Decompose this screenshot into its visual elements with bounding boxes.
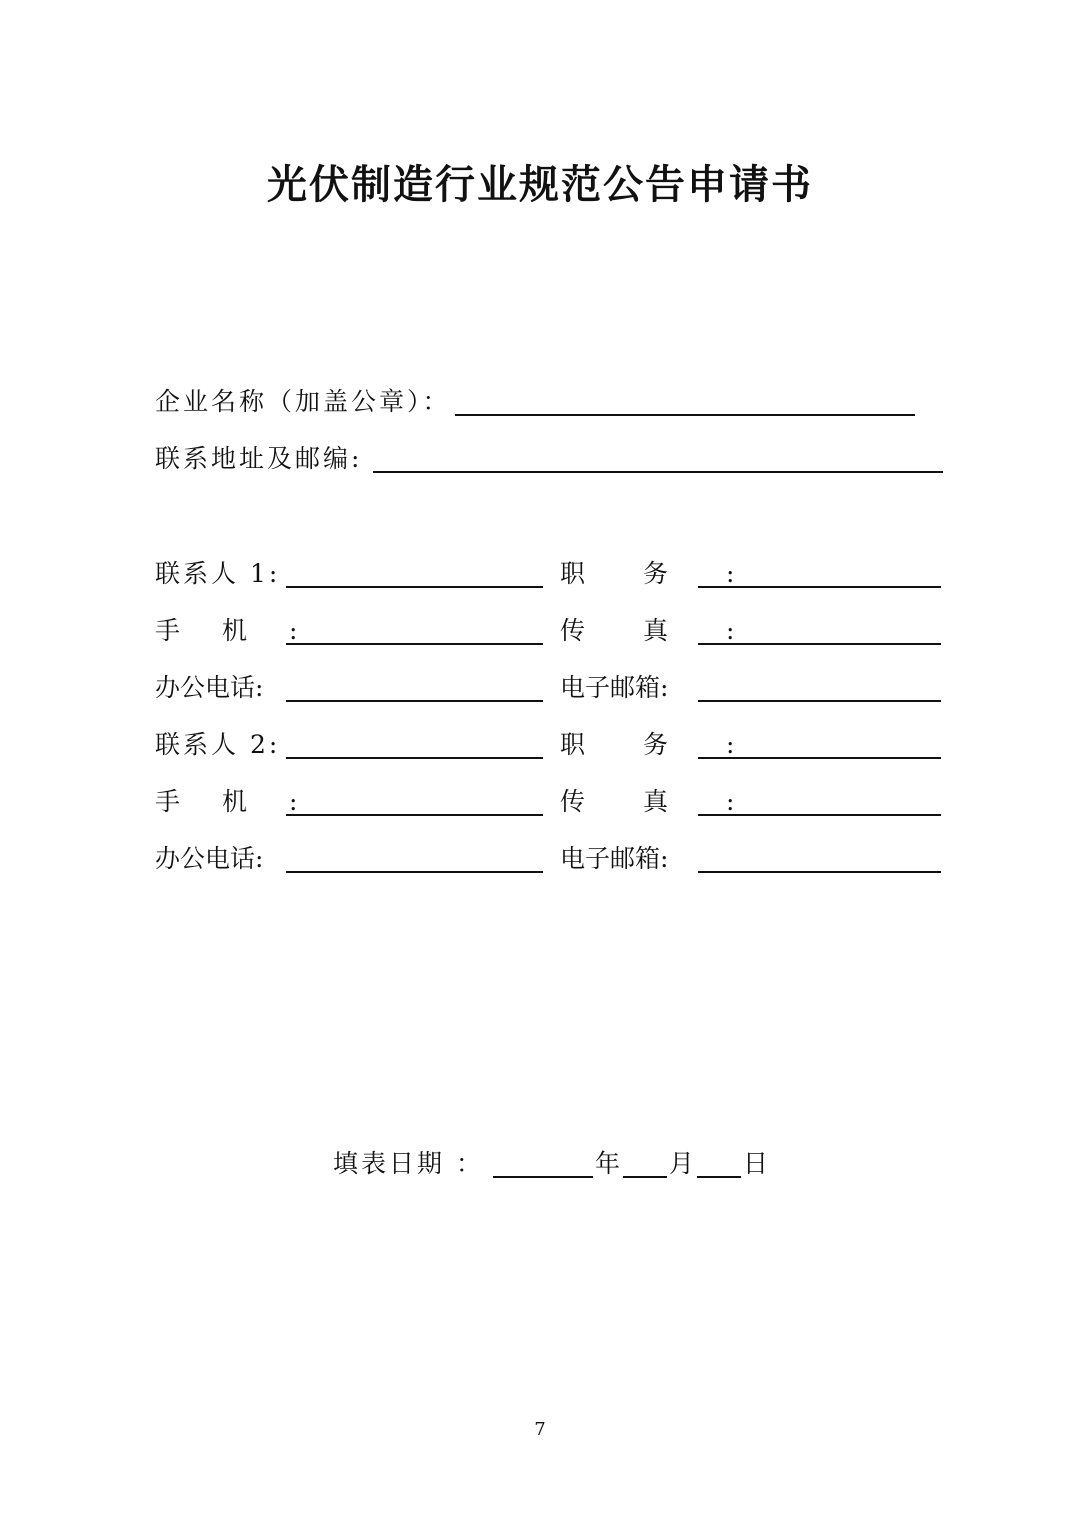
address-field[interactable] — [373, 471, 943, 473]
contact1-email-field[interactable] — [698, 700, 941, 702]
contact2-name-row — [0, 727, 1080, 763]
contact1-office-phone-row — [0, 670, 1080, 706]
contact1-mobile-row — [0, 613, 1080, 649]
contact2-mobile-row — [0, 784, 1080, 820]
company-name-label: 企业名称（加盖公章）： — [155, 387, 451, 416]
company-name-field[interactable] — [455, 414, 915, 416]
contact2-position-label: 职务: — [560, 730, 793, 759]
contact1-name-field[interactable] — [286, 586, 543, 588]
fill-date-year-field[interactable] — [493, 1176, 593, 1178]
document-title: 光伏制造行业规范公告申请书 — [267, 161, 813, 208]
fill-date-month-field[interactable] — [623, 1176, 667, 1178]
contact2-name-field[interactable] — [286, 757, 543, 759]
contact1-mobile-label: 手机: — [155, 616, 340, 645]
contact2-office-phone-label: 办公电话: — [155, 844, 264, 873]
contact1-office-phone-field[interactable] — [286, 700, 543, 702]
company-name-row — [0, 384, 1080, 420]
contact1-mobile-field[interactable] — [286, 643, 543, 645]
address-label: 联系地址及邮编: — [155, 444, 363, 473]
contact1-office-phone-label: 办公电话: — [155, 673, 264, 702]
contact1-fax-field[interactable] — [698, 643, 941, 645]
contact2-position-field[interactable] — [698, 757, 941, 759]
fill-date-day-field[interactable] — [697, 1176, 741, 1178]
contact2-email-label: 电子邮箱: — [560, 844, 669, 873]
contact1-name-label: 联系人 1: — [155, 559, 281, 588]
address-row — [0, 441, 1080, 477]
contact1-position-field[interactable] — [698, 586, 941, 588]
contact1-position-label: 职务: — [560, 559, 793, 588]
contact1-name-row — [0, 556, 1080, 592]
contact2-office-phone-field[interactable] — [286, 871, 543, 873]
fill-date-row — [0, 1146, 1080, 1182]
contact2-office-phone-row — [0, 841, 1080, 877]
fill-date-year-label: 年 — [595, 1149, 621, 1178]
fill-date-day-label: 日 — [743, 1149, 769, 1178]
page-number: 7 — [534, 1419, 546, 1440]
contact2-email-field[interactable] — [698, 871, 941, 873]
contact2-mobile-field[interactable] — [286, 814, 543, 816]
contact2-name-label: 联系人 2: — [155, 730, 281, 759]
contact2-fax-field[interactable] — [698, 814, 941, 816]
contact1-email-label: 电子邮箱: — [560, 673, 669, 702]
fill-date-month-label: 月 — [669, 1149, 695, 1178]
contact2-mobile-label: 手机: — [155, 787, 340, 816]
fill-date-label: 填表日期 ： — [333, 1149, 484, 1178]
contact2-fax-label: 传真: — [560, 787, 793, 816]
contact1-fax-label: 传真: — [560, 616, 793, 645]
